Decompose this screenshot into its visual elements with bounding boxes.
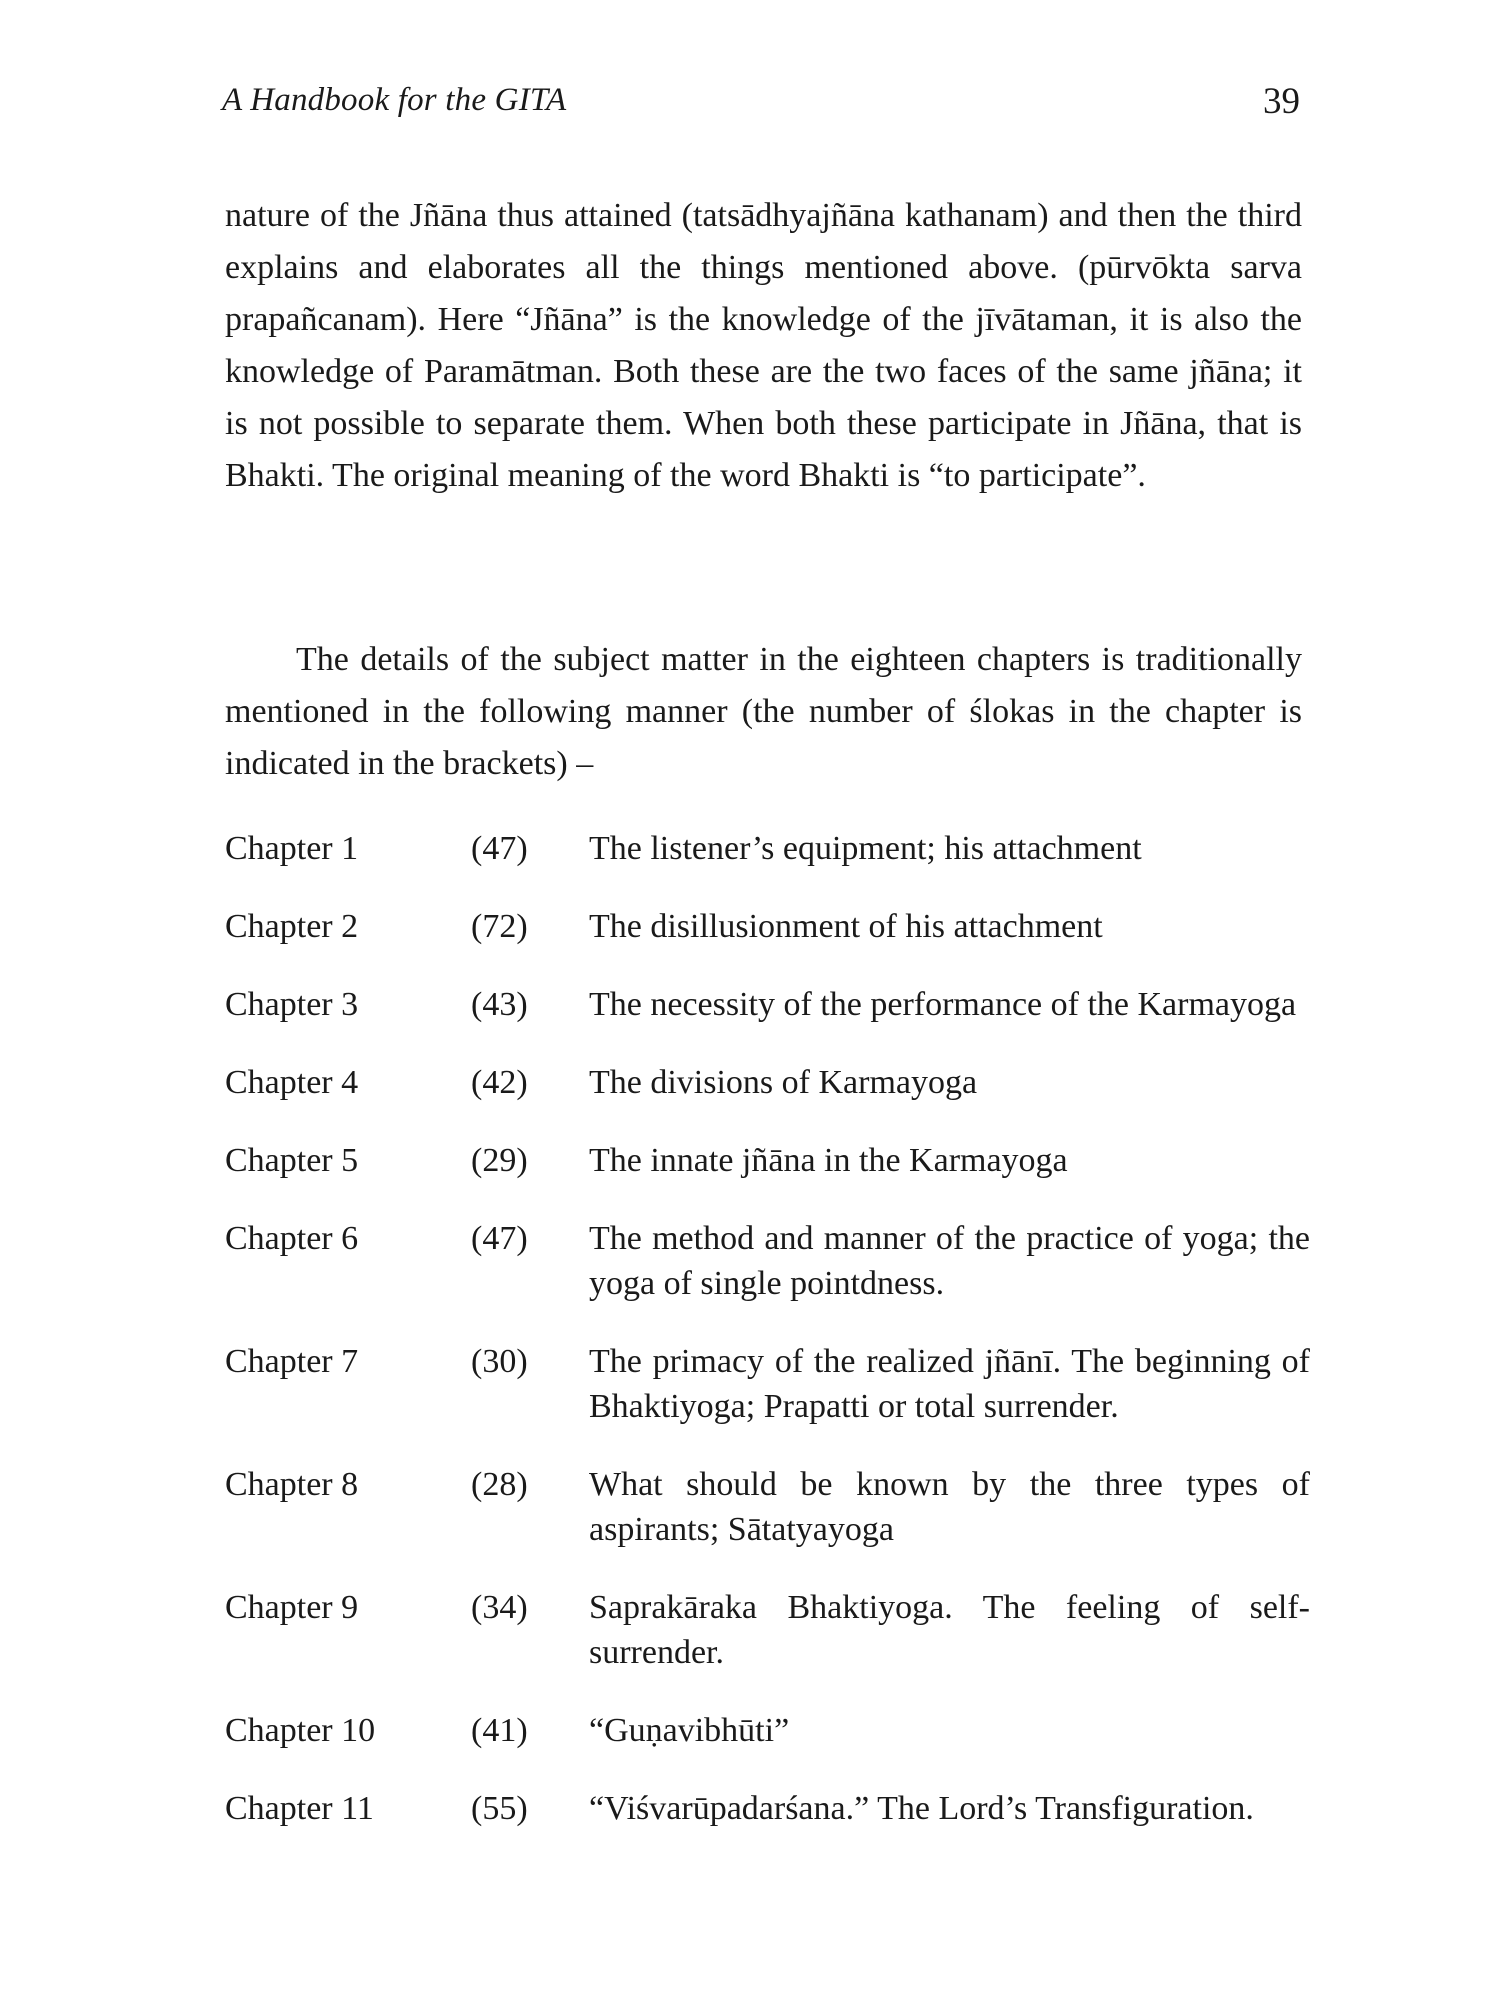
sloka-count: (43) bbox=[471, 986, 528, 1023]
paragraph-2: The details of the subject matter in the eighteen chapters is traditionally mentioned in the following manner (the number of ślokas in the chapter is indicated in the brackets) – bbox=[225, 641, 1302, 782]
chapter-name: Chapter 6 bbox=[225, 1220, 359, 1257]
chapter-description: “Viśvarūpadarśana.” The Lord’s Transfiguration. bbox=[589, 1790, 1254, 1827]
running-head bbox=[222, 82, 1300, 132]
chapter-description: The listener’s equipment; his attachment bbox=[589, 830, 1142, 867]
chapter-name: Chapter 1 bbox=[225, 830, 359, 867]
chapter-description: The disillusionment of his attachment bbox=[589, 908, 1103, 945]
chapter-description: The primacy of the realized jñānī. The beginning of Bhaktiyoga; Prapatti or total surrender. bbox=[589, 1343, 1310, 1425]
chapter-name: Chapter 9 bbox=[225, 1589, 359, 1626]
chapter-description: “Guṇavibhūti” bbox=[589, 1712, 790, 1749]
sloka-count: (34) bbox=[471, 1589, 528, 1626]
chapter-name: Chapter 10 bbox=[225, 1712, 376, 1749]
chapter-row bbox=[225, 1339, 1310, 1429]
chapter-row bbox=[225, 1708, 1310, 1753]
chapter-row bbox=[225, 904, 1310, 949]
sloka-count: (30) bbox=[471, 1343, 528, 1380]
chapter-name: Chapter 11 bbox=[225, 1790, 374, 1827]
running-title: A Handbook for the GITA bbox=[222, 82, 567, 118]
sloka-count: (28) bbox=[471, 1466, 528, 1503]
sloka-count: (42) bbox=[471, 1064, 528, 1101]
chapter-row bbox=[225, 1462, 1310, 1552]
sloka-count: (72) bbox=[471, 908, 528, 945]
chapter-description: The method and manner of the practice of yoga; the yoga of single pointdness. bbox=[589, 1220, 1310, 1302]
sloka-count: (47) bbox=[471, 830, 528, 867]
sloka-count: (41) bbox=[471, 1712, 528, 1749]
chapter-name: Chapter 2 bbox=[225, 908, 359, 945]
chapter-row bbox=[225, 1786, 1310, 1831]
chapter-name: Chapter 5 bbox=[225, 1142, 359, 1179]
chapter-row bbox=[225, 982, 1310, 1027]
chapter-description: What should be known by the three types of aspirants; Sātatyayoga bbox=[589, 1466, 1310, 1548]
chapter-row bbox=[225, 1138, 1310, 1183]
chapter-row bbox=[225, 1060, 1310, 1105]
chapter-description: The innate jñāna in the Karmayoga bbox=[589, 1142, 1068, 1179]
chapter-row bbox=[225, 1585, 1310, 1675]
chapter-row bbox=[225, 1216, 1310, 1306]
chapter-name: Chapter 3 bbox=[225, 986, 359, 1023]
chapter-description: The divisions of Karmayoga bbox=[589, 1064, 978, 1101]
chapter-name: Chapter 4 bbox=[225, 1064, 359, 1101]
sloka-count: (47) bbox=[471, 1220, 528, 1257]
page-number: 39 bbox=[1263, 81, 1300, 122]
chapter-name: Chapter 8 bbox=[225, 1466, 359, 1503]
sloka-count: (55) bbox=[471, 1790, 528, 1827]
chapter-name: Chapter 7 bbox=[225, 1343, 359, 1380]
chapter-list bbox=[225, 826, 1310, 1831]
sloka-count: (29) bbox=[471, 1142, 528, 1179]
chapter-description: Saprakāraka Bhaktiyoga. The feeling of self-surrender. bbox=[589, 1589, 1310, 1671]
chapter-row bbox=[225, 826, 1310, 871]
chapter-description: The necessity of the performance of the Karmayoga bbox=[589, 986, 1297, 1023]
paragraph-1: nature of the Jñāna thus attained (tatsādhyajñāna kathanam) and then the third explains and elaborates all the things mentioned above. (pūrvōkta sarva prapañcanam). Here “Jñāna” is the knowledge of the jīvātaman, it is also the knowledge of Paramātman. Both these are the two faces of the same jñāna; it is not possible to separate them. When both these participate in Jñāna, that is Bhakti. The original meaning of the word Bhakti is “to participate”. bbox=[225, 197, 1302, 494]
